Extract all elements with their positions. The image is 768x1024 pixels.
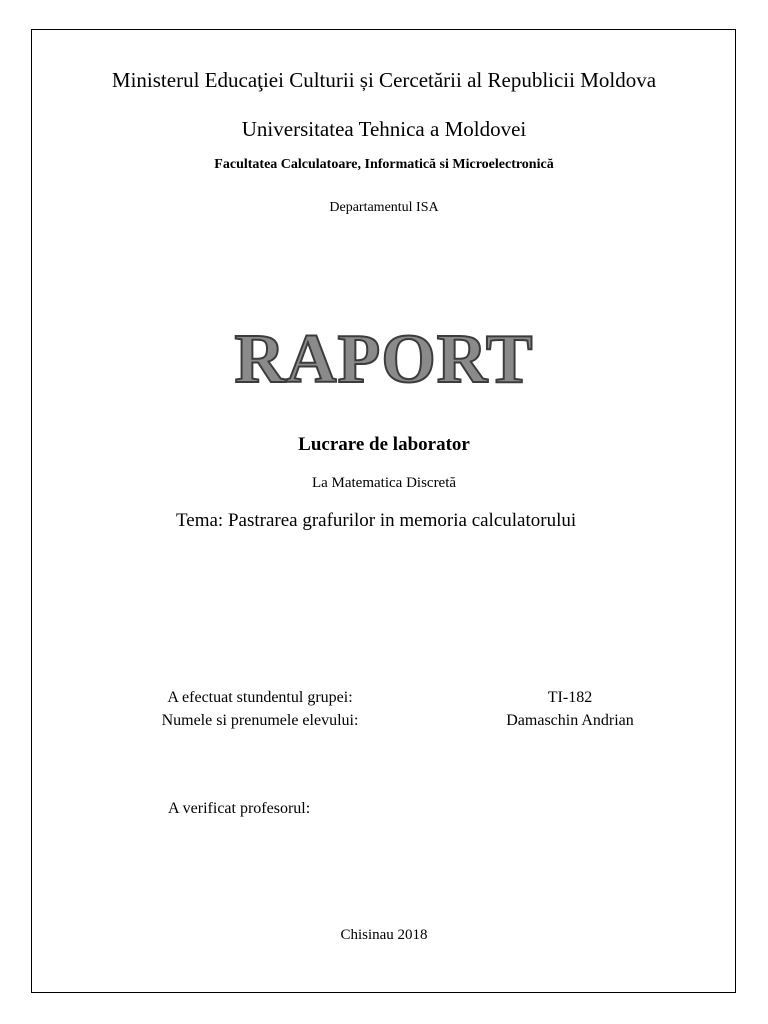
faculty-heading: Facultatea Calculatoare, Informatică si Microelectronică	[214, 157, 554, 172]
ministry-heading: Ministerul Educaţiei Culturii și Cercetării al Republicii Moldova	[111, 68, 657, 92]
student-name-label: Numele si prenumele elevului:	[161, 712, 359, 729]
department-heading: Departamentul ISA	[329, 200, 439, 215]
group-label: A efectuat stundentul grupei:	[167, 689, 353, 706]
student-name-value: Damaschin Andrian	[506, 712, 634, 729]
subject-line: La Matematica Discretă	[311, 475, 457, 491]
topic-line: Tema: Pastrarea grafurilor in memoria calculatorului	[176, 510, 577, 531]
verifier-label: A verificat profesorul:	[168, 800, 311, 817]
place-year-footer: Chisinau 2018	[340, 927, 428, 943]
report-title: RAPORT	[234, 321, 534, 398]
group-value: TI-182	[547, 689, 593, 706]
lab-type-heading: Lucrare de laborator	[298, 434, 470, 455]
university-heading: Universitatea Tehnica a Moldovei	[241, 117, 527, 141]
